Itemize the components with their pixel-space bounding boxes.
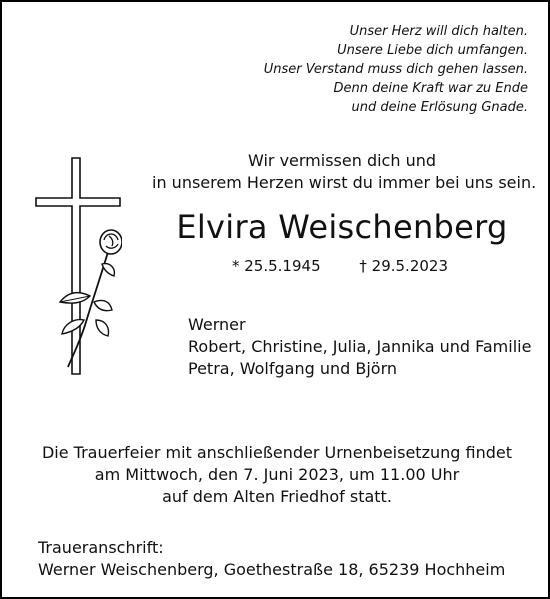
ceremony-line: Die Trauerfeier mit anschließender Urnenbeisetzung findet: [41, 443, 512, 462]
funeral-announcement: [22, 442, 532, 508]
ceremony-line: am Mittwoch, den 7. Juni 2023, um 11.00 Uhr: [94, 465, 460, 484]
farewell-line: in unserem Herzen wirst du immer bei uns sein.: [152, 173, 537, 192]
condolence-address: [38, 537, 505, 581]
cross-with-rose-icon: [32, 152, 122, 382]
poem-line: und deine Erlösung Gnade.: [351, 100, 528, 115]
mourner-line: Petra, Wolfgang und Björn: [188, 359, 398, 378]
farewell-message: [152, 150, 537, 194]
ceremony-line: auf dem Alten Friedhof statt.: [162, 487, 392, 506]
address-text: Werner Weischenberg, Goethestraße 18, 65239 Hochheim: [38, 560, 506, 579]
farewell-line: Wir vermissen dich und: [247, 151, 437, 170]
poem-line: Unser Verstand muss dich gehen lassen.: [263, 62, 528, 77]
poem-line: Unser Herz will dich halten.: [349, 24, 528, 39]
address-label: Traueranschrift:: [38, 538, 164, 557]
poem: [264, 22, 528, 117]
birth-date: * 25.5.1945: [232, 257, 321, 275]
life-dates: [232, 256, 448, 276]
poem-line: Unsere Liebe dich umfangen.: [337, 43, 528, 58]
mourner-line: Robert, Christine, Julia, Jannika und Familie: [188, 337, 532, 356]
deceased-name: Elvira Weischenberg: [176, 208, 508, 246]
mourner-line: Werner: [188, 315, 246, 334]
death-date: † 29.5.2023: [359, 257, 448, 275]
mourners-list: [188, 314, 531, 380]
poem-line: Denn deine Kraft war zu Ende: [333, 81, 528, 96]
